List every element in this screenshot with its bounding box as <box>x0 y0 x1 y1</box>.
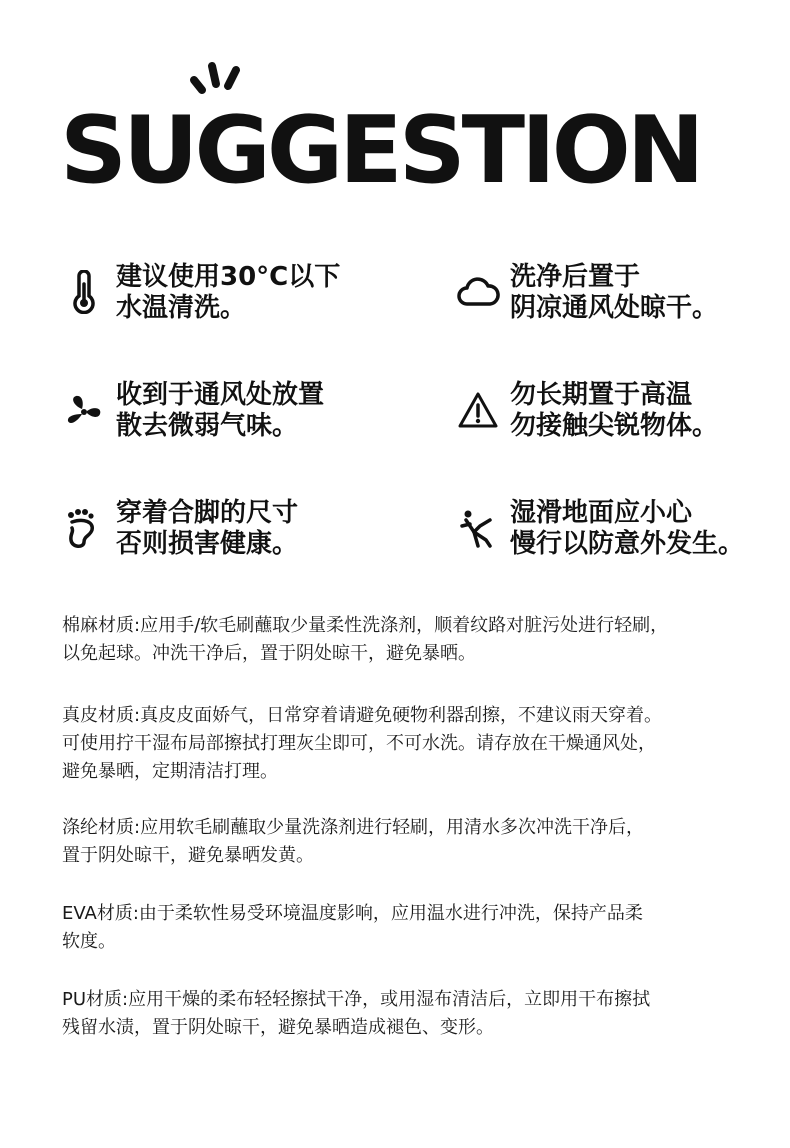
para-line: PU材质:应用干燥的柔布轻轻擦拭干净，或用湿布清洁后，立即用干布擦拭 <box>62 989 651 1010</box>
tip-wet-floor <box>456 498 744 560</box>
material-eva <box>62 900 762 956</box>
tip-line: 慢行以防意外发生。 <box>510 529 745 559</box>
tip-line: 水温清洗。 <box>116 293 247 323</box>
slipping-person-icon <box>456 506 500 550</box>
tip-line: 勿接触尖锐物体。 <box>510 411 719 441</box>
tip-line: 散去微弱气味。 <box>116 411 299 441</box>
thermometer-icon <box>62 270 106 314</box>
tip-line: 湿滑地面应小心 <box>510 498 693 528</box>
para-line: 棉麻材质:应用手/软毛刷蘸取少量柔性洗涤剂，顺着纹路对脏污处进行轻刷， <box>62 615 669 636</box>
tip-line: 洗净后置于 <box>510 262 641 292</box>
footprint-icon <box>62 506 106 550</box>
tip-heat-sharp-warning <box>456 380 718 442</box>
para-line: 真皮材质:真皮皮面娇气，日常穿着请避免硬物利器刮擦，不建议雨天穿着。 <box>62 705 663 726</box>
para-line: EVA材质:由于柔软性易受环境温度影响，应用温水进行冲洗，保持产品柔 <box>62 903 643 924</box>
warning-triangle-icon <box>456 388 500 432</box>
material-leather <box>62 702 762 786</box>
material-polyester <box>62 814 762 870</box>
tip-line: 勿长期置于高温 <box>510 380 693 410</box>
para-line: 以免起球。冲洗干净后，置于阴处晾干，避免暴晒。 <box>62 643 476 664</box>
fan-icon <box>62 388 106 432</box>
tip-line: 穿着合脚的尺寸 <box>116 498 299 528</box>
tip-fit-size <box>62 498 298 560</box>
tip-line: 阴凉通风处晾干。 <box>510 293 719 323</box>
page-title: SUGGESTION <box>60 96 701 204</box>
para-line: 可使用拧干湿布局部擦拭打理灰尘即可，不可水洗。请存放在干燥通风处， <box>62 733 656 754</box>
para-line: 残留水渍，置于阴处晾干，避免暴晒造成褪色、变形。 <box>62 1017 494 1038</box>
para-line: 涤纶材质:应用软毛刷蘸取少量洗涤剂进行轻刷，用清水多次冲洗干净后， <box>62 817 645 838</box>
para-line: 置于阴处晾干，避免暴晒发黄。 <box>62 845 314 866</box>
para-line: 软度。 <box>62 931 116 952</box>
tip-drying <box>456 262 718 324</box>
tip-line: 建议使用30°C以下 <box>116 262 341 292</box>
cloud-icon <box>456 270 500 314</box>
material-pu <box>62 986 762 1042</box>
title-area <box>0 58 790 208</box>
para-line: 避免暴晒，定期清洁打理。 <box>62 761 278 782</box>
tip-ventilation <box>62 380 324 442</box>
material-cotton-linen <box>62 612 762 668</box>
tip-line: 收到于通风处放置 <box>116 380 325 410</box>
tip-line: 否则损害健康。 <box>116 529 299 559</box>
tip-water-temperature <box>62 262 340 324</box>
